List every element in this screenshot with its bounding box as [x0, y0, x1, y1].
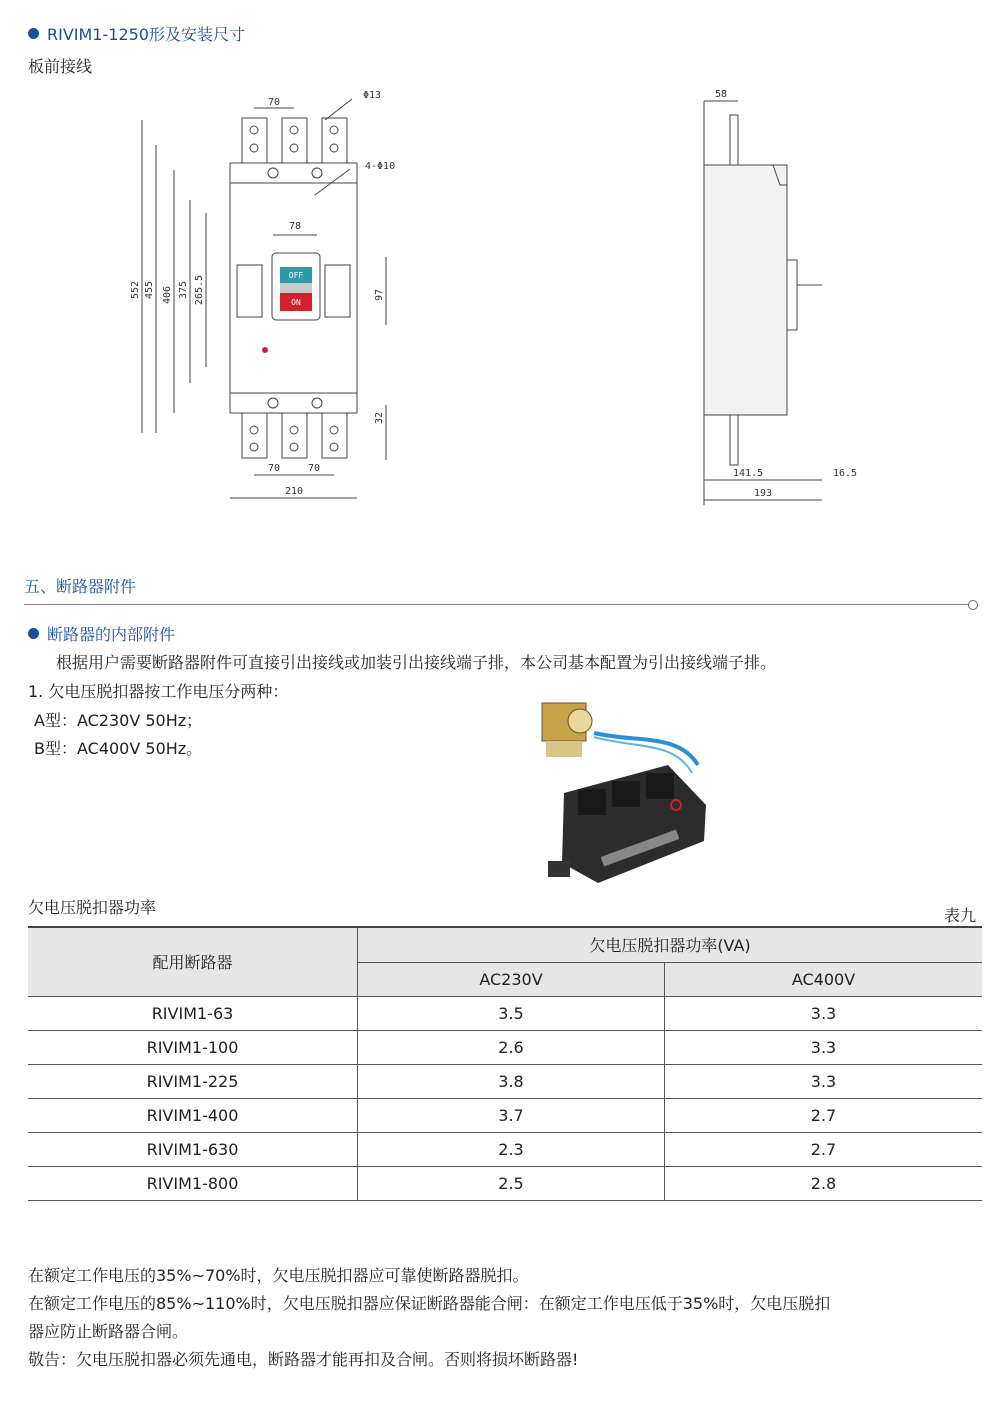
dim-terminal-32: 32	[374, 411, 385, 425]
header-ac230: AC230V	[358, 962, 665, 996]
cell-ac230: 3.7	[358, 1098, 665, 1132]
dim-height-265: 265.5	[194, 274, 205, 306]
cell-ac400: 3.3	[665, 1064, 983, 1098]
section-divider	[24, 604, 970, 605]
cell-ac230: 2.3	[358, 1132, 665, 1166]
cell-ac230: 2.6	[358, 1030, 665, 1064]
divider-end-circle-icon	[968, 600, 978, 610]
side-body	[704, 165, 787, 415]
cell-model: RIVIM1-800	[28, 1166, 358, 1200]
terminal-top-3	[322, 118, 347, 163]
table-row	[28, 1064, 982, 1098]
front-view-drawing	[120, 85, 420, 515]
type-b: B型：AC400V 50Hz。	[34, 739, 203, 758]
off-label: OFF	[288, 271, 304, 280]
table-row	[28, 1030, 982, 1064]
item-one: 1. 欠电压脱扣器按工作电压分两种：	[28, 682, 289, 701]
cell-model: RIVIM1-400	[28, 1098, 358, 1132]
bullet-icon	[28, 28, 39, 39]
side-dim-58: 58	[714, 89, 728, 100]
cell-ac400: 2.7	[665, 1098, 983, 1132]
note-line-1: 在额定工作电压的35%~70%时，欠电压脱扣器应可靠使断路器脱扣。	[28, 1266, 529, 1285]
cell-model: RIVIM1-63	[28, 996, 358, 1030]
cell-ac230: 3.8	[358, 1064, 665, 1098]
dim-height-375: 375	[178, 280, 189, 300]
cell-model: RIVIM1-225	[28, 1064, 358, 1098]
cell-ac400: 3.3	[665, 1030, 983, 1064]
table-number: 表九	[944, 906, 977, 925]
section-subtitle: 板前接线	[28, 57, 93, 76]
internal-accessories-heading: 断路器的内部附件	[28, 622, 175, 645]
bullet-icon	[28, 628, 39, 639]
dim-total-height: 552	[130, 280, 141, 300]
side-handle	[787, 260, 797, 330]
dim-hole-spacing: 78	[288, 221, 302, 232]
cell-model: RIVIM1-630	[28, 1132, 358, 1166]
side-dim-141: 141.5	[732, 468, 764, 479]
undervoltage-release-photo	[528, 693, 718, 903]
cell-ac230: 2.5	[358, 1166, 665, 1200]
dim-height-406: 406	[162, 285, 173, 305]
terminal-top-2	[282, 118, 307, 163]
side-terminal-top	[730, 115, 738, 165]
terminal-top-1	[242, 118, 267, 163]
dim-window-height: 97	[374, 288, 385, 302]
side-terminal-bottom	[730, 415, 738, 465]
cell-ac400: 2.7	[665, 1132, 983, 1166]
cell-ac400: 3.3	[665, 996, 983, 1030]
power-table	[28, 928, 982, 1201]
table-row	[28, 1098, 982, 1132]
indicator-dot	[262, 347, 268, 353]
cell-model: RIVIM1-100	[28, 1030, 358, 1064]
cell-ac400: 2.8	[665, 1166, 983, 1200]
dim-top-pitch: 70	[267, 97, 281, 108]
section-heading-dimensions: RIVIM1-1250形及安装尺寸	[28, 22, 245, 45]
dim-height-455: 455	[144, 280, 155, 300]
table-row	[28, 996, 982, 1030]
intro-paragraph: 根据用户需要断路器附件可直接引出接线或加装引出接线端子排，本公司基本配置为引出接线端子排。	[56, 653, 777, 672]
table-row	[28, 1132, 982, 1166]
header-power: 欠电压脱扣器功率(VA)	[358, 928, 983, 962]
table-row	[28, 1166, 982, 1200]
side-view-drawing	[690, 85, 880, 515]
note-line-2: 在额定工作电压的85%~110%时，欠电压脱扣器应保证断路器能合闸：在额定工作电压低于35%时，欠电压脱扣	[28, 1294, 831, 1313]
dim-bottom-pitch-2: 70	[307, 463, 321, 474]
dim-mount-holes: 4-Φ10	[365, 161, 396, 172]
cell-ac230: 3.5	[358, 996, 665, 1030]
side-window-left	[237, 265, 262, 317]
header-ac400: AC400V	[665, 962, 983, 996]
dim-bottom-pitch-1: 70	[267, 463, 281, 474]
dim-total-width: 210	[284, 486, 304, 497]
side-window-right	[325, 265, 350, 317]
warning-note: 敬告：欠电压脱扣器必须先通电，断路器才能再扣及合闸。否则将损坏断路器!	[28, 1350, 579, 1369]
header-breaker: 配用断路器	[28, 928, 358, 996]
dim-hole-dia: Φ13	[363, 90, 382, 101]
note-line-3: 器应防止断路器合闸。	[28, 1322, 189, 1341]
side-dim-16: 16.5	[832, 468, 858, 479]
table-caption: 欠电压脱扣器功率	[28, 898, 157, 917]
type-a: A型：AC230V 50Hz；	[34, 711, 203, 730]
on-label: ON	[291, 298, 301, 307]
side-dim-193: 193	[753, 488, 773, 499]
section-five-title: 五、断路器附件	[24, 577, 137, 596]
